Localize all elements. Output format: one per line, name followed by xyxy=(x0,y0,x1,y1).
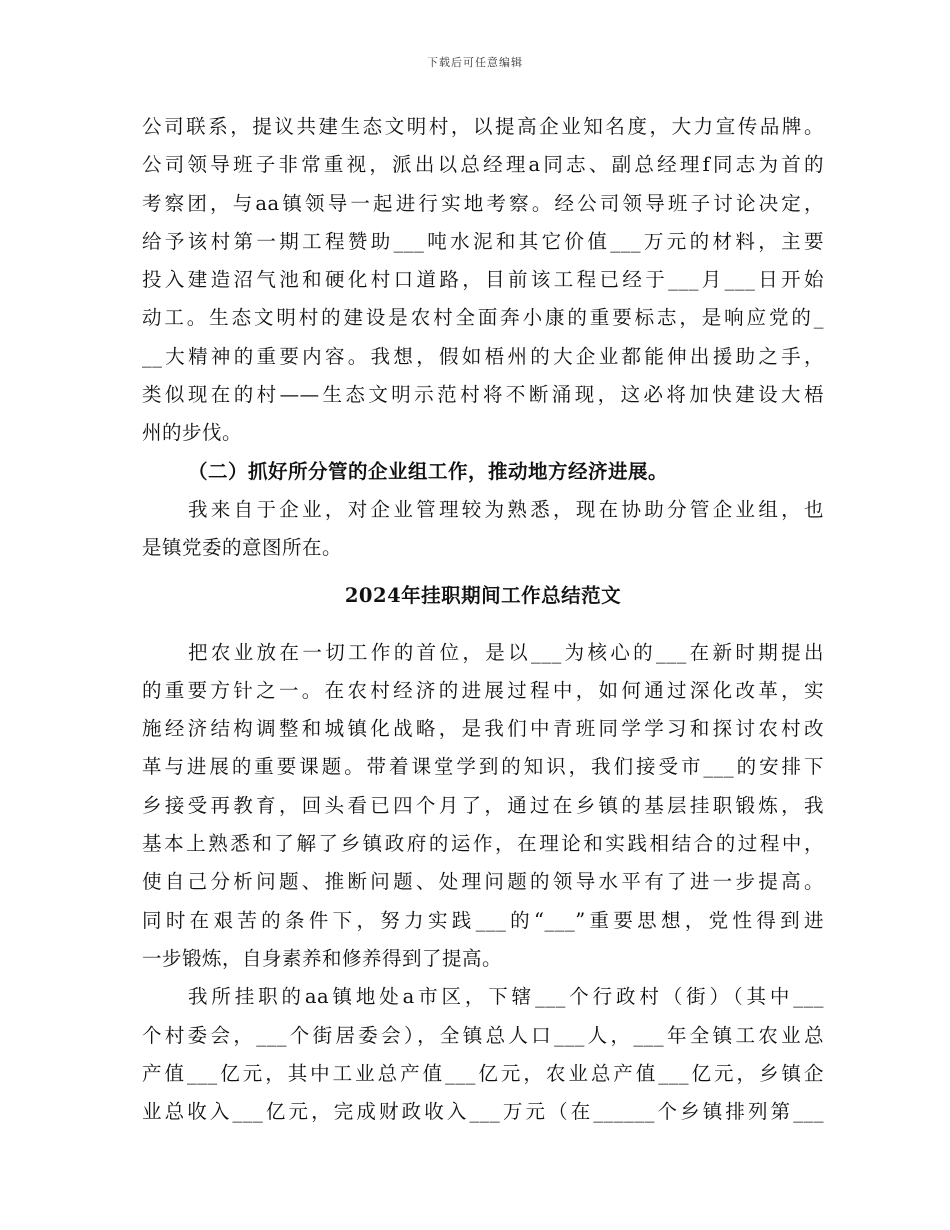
text-line: 投入建造沼气池和硬化村口道路，目前该工程已经于___月___日开始 xyxy=(142,268,824,292)
text-line: 基本上熟悉和了解了乡镇政府的运作，在理论和实践相结合的过程中， xyxy=(142,832,824,856)
document-title: 2024年挂职期间工作总结范文 xyxy=(344,583,622,607)
text-line: 革与进展的重要课题。带着课堂学到的知识，我们接受市___的安排下 xyxy=(142,755,824,779)
text-line: 业总收入___亿元，完成财政收入___万元（在______个乡镇排列第___ xyxy=(142,1100,824,1124)
text-line: 一步锻炼，自身素养和修养得到了提高。 xyxy=(142,946,503,970)
text-line: 我来自于企业，对企业管理较为熟悉，现在协助分管企业组，也 xyxy=(188,497,824,521)
text-line: 个村委会，___个街居委会），全镇总人口___人，___年全镇工农业总 xyxy=(142,1023,824,1047)
section-subheading: （二）抓好所分管的企业组工作，推动地方经济进展。 xyxy=(188,459,669,483)
text-line: 施经济结构调整和城镇化战略，是我们中青班同学学习和探讨农村改 xyxy=(142,717,824,741)
text-line: 我所挂职的aa镇地处a市区，下辖___个行政村（街）（其中___ xyxy=(188,985,824,1009)
text-line: 动工。生态文明村的建设是农村全面奔小康的重要标志，是响应党的_ xyxy=(142,306,824,330)
text-line: 公司领导班子非常重视，派出以总经理a同志、副总经理f同志为首的 xyxy=(142,153,824,177)
document-body xyxy=(142,108,824,1131)
text-line: 州的步伐。 xyxy=(142,421,243,445)
paragraph-agriculture-priority xyxy=(142,634,824,979)
paragraph-enterprise-group xyxy=(142,491,824,568)
text-line: __大精神的重要内容。我想，假如梧州的大企业都能伸出援助之手， xyxy=(142,344,824,368)
text-line: 是镇党委的意图所在。 xyxy=(142,536,343,560)
text-line: 类似现在的村——生态文明示范村将不断涌现，这必将加快建设大梧 xyxy=(142,383,824,407)
text-line: 公司联系，提议共建生态文明村，以提高企业知名度，大力宣传品牌。 xyxy=(142,115,824,138)
text-line: 产值___亿元，其中工业总产值___亿元，农业总产值___亿元，乡镇企 xyxy=(142,1061,824,1085)
paragraph-town-overview xyxy=(142,978,824,1131)
header-note: 下载后可任意编辑 xyxy=(427,56,523,69)
text-line: 把农业放在一切工作的首位，是以___为核心的___在新时期提出 xyxy=(188,640,824,664)
text-line: 使自己分析问题、推断问题、处理问题的领导水平有了进一步提高。 xyxy=(142,870,824,894)
text-line: 乡接受再教育，回头看已四个月了，通过在乡镇的基层挂职锻炼，我 xyxy=(142,793,824,817)
text-line: 给予该村第一期工程赞助___吨水泥和其它价值___万元的材料，主要 xyxy=(142,229,824,253)
text-line: 同时在艰苦的条件下，努力实践___的“___”重要思想，党性得到进 xyxy=(142,908,824,932)
text-line: 的重要方针之一。在农村经济的进展过程中，如何通过深化改革，实 xyxy=(142,678,824,702)
text-line: 考察团，与aa镇领导一起进行实地考察。经公司领导班子讨论决定， xyxy=(142,191,824,215)
paragraph-company-partnership xyxy=(142,108,824,453)
